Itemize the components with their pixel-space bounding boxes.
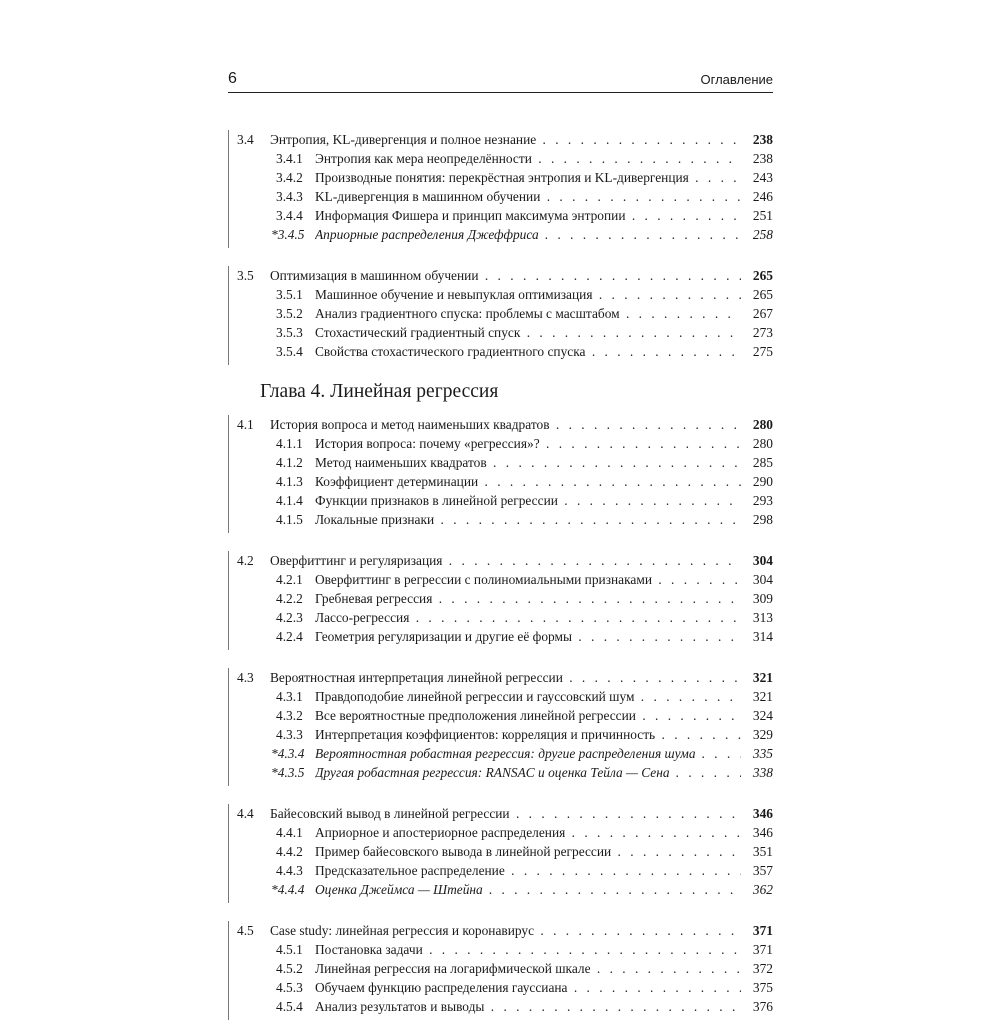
page-ref: 267 bbox=[752, 306, 773, 321]
page-ref: 314 bbox=[752, 629, 773, 644]
toc-subsection-row bbox=[229, 589, 773, 608]
toc-subsection-row bbox=[229, 608, 773, 627]
section-title: Предсказательное распределение . . . bbox=[315, 861, 741, 880]
section-number: 4.5.1 bbox=[276, 942, 303, 957]
section-title: История вопроса и метод наименьших квадратов . . . bbox=[270, 415, 741, 434]
toc-subsection-row bbox=[229, 687, 773, 706]
section-number: 3.5.3 bbox=[276, 325, 303, 340]
page-ref: 280 bbox=[752, 436, 773, 451]
toc-section-row bbox=[229, 921, 773, 940]
section-number: 4.3 bbox=[237, 670, 254, 685]
page-ref: 346 bbox=[752, 825, 773, 840]
section-number: 4.4.3 bbox=[276, 863, 303, 878]
toc-section-block bbox=[228, 130, 773, 248]
toc-chapter-4-sections bbox=[228, 415, 773, 1020]
toc-section-row bbox=[229, 130, 773, 149]
section-title: Производные понятия: перекрёстная энтропия и KL-дивергенция . . . bbox=[315, 168, 741, 187]
toc-subsection-row bbox=[229, 434, 773, 453]
toc-section-row bbox=[229, 668, 773, 687]
section-number: 4.2.2 bbox=[276, 591, 303, 606]
section-number: 4.5 bbox=[237, 923, 254, 938]
page-ref: 304 bbox=[752, 572, 773, 587]
section-title: Свойства стохастического градиентного спуска . . . bbox=[315, 342, 741, 361]
section-title: Априорные распределения Джеффриса . . . bbox=[315, 225, 741, 244]
section-number: 4.1.3 bbox=[276, 474, 303, 489]
page-ref: 362 bbox=[752, 882, 773, 897]
section-number: *4.3.4 bbox=[271, 746, 305, 761]
section-number: 4.5.4 bbox=[276, 999, 303, 1014]
toc-section-block bbox=[228, 921, 773, 1020]
section-number: 4.1 bbox=[237, 417, 254, 432]
toc-subsection-row bbox=[229, 304, 773, 323]
toc-chapter-3-sections bbox=[228, 130, 773, 365]
section-number: 4.2.4 bbox=[276, 629, 303, 644]
toc-subsection-row bbox=[229, 725, 773, 744]
section-number: *3.4.5 bbox=[271, 227, 305, 242]
page-ref: 298 bbox=[752, 512, 773, 527]
page-ref: 371 bbox=[752, 923, 773, 938]
section-title: Оверфиттинг и регуляризация . . . bbox=[270, 551, 741, 570]
running-header-title: Оглавление bbox=[700, 72, 773, 87]
page-ref: 338 bbox=[752, 765, 773, 780]
page-ref: 243 bbox=[752, 170, 773, 185]
section-title: Case study: линейная регрессия и коронавирус . . . bbox=[270, 921, 741, 940]
page-ref: 321 bbox=[752, 689, 773, 704]
toc-subsection-row bbox=[229, 744, 773, 763]
toc-subsection-row bbox=[229, 706, 773, 725]
toc-subsection-row bbox=[229, 842, 773, 861]
page-ref: 375 bbox=[752, 980, 773, 995]
toc-subsection-row bbox=[229, 959, 773, 978]
section-number: 4.4.1 bbox=[276, 825, 303, 840]
section-title: Анализ результатов и выводы . . . bbox=[315, 997, 741, 1016]
toc-section-block bbox=[228, 668, 773, 786]
page-ref: 324 bbox=[752, 708, 773, 723]
toc-section-block bbox=[228, 266, 773, 365]
toc-subsection-row bbox=[229, 342, 773, 361]
toc-subsection-row bbox=[229, 285, 773, 304]
section-title: Метод наименьших квадратов . . . bbox=[315, 453, 741, 472]
section-title: Байесовский вывод в линейной регрессии . . . bbox=[270, 804, 741, 823]
toc-subsection-row bbox=[229, 763, 773, 782]
toc-subsection-row bbox=[229, 940, 773, 959]
toc-section-block bbox=[228, 804, 773, 903]
page-ref: 346 bbox=[752, 806, 773, 821]
toc-section-row bbox=[229, 551, 773, 570]
toc-subsection-row bbox=[229, 187, 773, 206]
page-ref: 371 bbox=[752, 942, 773, 957]
page-ref: 321 bbox=[752, 670, 773, 685]
page-ref: 280 bbox=[752, 417, 773, 432]
toc-section-block bbox=[228, 551, 773, 650]
page-ref: 376 bbox=[752, 999, 773, 1014]
section-title: Анализ градиентного спуска: проблемы с масштабом . . . bbox=[315, 304, 741, 323]
section-number: 4.3.1 bbox=[276, 689, 303, 704]
page-number: 6 bbox=[228, 70, 237, 87]
section-number: 3.4.3 bbox=[276, 189, 303, 204]
section-title: Правдоподобие линейной регрессии и гауссовский шум . . . bbox=[315, 687, 741, 706]
section-title: Лассо-регрессия . . . bbox=[315, 608, 741, 627]
section-title: Стохастический градиентный спуск . . . bbox=[315, 323, 741, 342]
section-title: Геометрия регуляризации и другие её формы . . . bbox=[315, 627, 741, 646]
toc-subsection-row bbox=[229, 149, 773, 168]
section-number: 3.5.1 bbox=[276, 287, 303, 302]
chapter-4-title: Глава 4. Линейная регрессия bbox=[260, 381, 499, 402]
page-ref: 304 bbox=[752, 553, 773, 568]
section-title: Функции признаков в линейной регрессии . . . bbox=[315, 491, 741, 510]
toc-section-row bbox=[229, 266, 773, 285]
toc-subsection-row bbox=[229, 323, 773, 342]
page-ref: 313 bbox=[752, 610, 773, 625]
toc-subsection-row bbox=[229, 861, 773, 880]
page-ref: 251 bbox=[752, 208, 773, 223]
page-ref: 290 bbox=[752, 474, 773, 489]
section-number: 3.5.4 bbox=[276, 344, 303, 359]
page-ref: 258 bbox=[752, 227, 773, 242]
section-number: 3.4 bbox=[237, 132, 254, 147]
page-ref: 293 bbox=[752, 493, 773, 508]
section-title: Все вероятностные предположения линейной регрессии . . . bbox=[315, 706, 741, 725]
section-title: Линейная регрессия на логарифмической шкале . . . bbox=[315, 959, 741, 978]
page-ref: 357 bbox=[752, 863, 773, 878]
section-title: История вопроса: почему «регрессия»? . . . bbox=[315, 434, 741, 453]
section-title: Априорное и апостериорное распределения . . . bbox=[315, 823, 741, 842]
section-title: Оптимизация в машинном обучении . . . bbox=[270, 266, 741, 285]
toc-subsection-row bbox=[229, 206, 773, 225]
page-ref: 246 bbox=[752, 189, 773, 204]
section-number: 3.5.2 bbox=[276, 306, 303, 321]
page-ref: 335 bbox=[752, 746, 773, 761]
section-number: 3.5 bbox=[237, 268, 254, 283]
section-title: Пример байесовского вывода в линейной регрессии . . . bbox=[315, 842, 741, 861]
section-number: 3.4.2 bbox=[276, 170, 303, 185]
page-ref: 351 bbox=[752, 844, 773, 859]
section-title: Коэффициент детерминации . . . bbox=[315, 472, 741, 491]
page-ref: 265 bbox=[752, 268, 773, 283]
section-title: Гребневая регрессия . . . bbox=[315, 589, 741, 608]
toc-subsection-row bbox=[229, 453, 773, 472]
section-number: 4.3.2 bbox=[276, 708, 303, 723]
section-number: *4.4.4 bbox=[271, 882, 305, 897]
section-number: 4.5.2 bbox=[276, 961, 303, 976]
page-ref: 372 bbox=[752, 961, 773, 976]
toc-section-block bbox=[228, 415, 773, 533]
section-number: 4.1.1 bbox=[276, 436, 303, 451]
section-title: Оценка Джеймса — Штейна . . . bbox=[315, 880, 741, 899]
section-number: 4.5.3 bbox=[276, 980, 303, 995]
toc-subsection-row bbox=[229, 627, 773, 646]
section-title: Энтропия как мера неопределённости . . . bbox=[315, 149, 741, 168]
section-number: 3.4.1 bbox=[276, 151, 303, 166]
section-number: 4.1.5 bbox=[276, 512, 303, 527]
section-number: 4.1.4 bbox=[276, 493, 303, 508]
toc-subsection-row bbox=[229, 880, 773, 899]
section-title: KL-дивергенция в машинном обучении . . . bbox=[315, 187, 741, 206]
section-number: 4.4 bbox=[237, 806, 254, 821]
page-ref: 273 bbox=[752, 325, 773, 340]
section-title: Интерпретация коэффициентов: корреляция и причинность . . . bbox=[315, 725, 741, 744]
section-title: Локальные признаки . . . bbox=[315, 510, 741, 529]
section-number: 4.2.3 bbox=[276, 610, 303, 625]
section-title: Постановка задачи . . . bbox=[315, 940, 741, 959]
table-of-contents bbox=[228, 130, 773, 1020]
page-ref: 309 bbox=[752, 591, 773, 606]
section-number: 4.2.1 bbox=[276, 572, 303, 587]
page-ref: 265 bbox=[752, 287, 773, 302]
page-ref: 329 bbox=[752, 727, 773, 742]
section-title: Информация Фишера и принцип максимума энтропии . . . bbox=[315, 206, 741, 225]
page-ref: 275 bbox=[752, 344, 773, 359]
page-ref: 285 bbox=[752, 455, 773, 470]
section-title: Другая робастная регрессия: RANSAC и оценка Тейла — Сена . . . bbox=[315, 763, 741, 782]
toc-subsection-row bbox=[229, 225, 773, 244]
toc-subsection-row bbox=[229, 823, 773, 842]
page-ref: 238 bbox=[752, 132, 773, 147]
section-title: Вероятностная робастная регрессия: другие распределения шума . . . bbox=[315, 744, 741, 763]
section-title: Машинное обучение и невыпуклая оптимизация . . . bbox=[315, 285, 741, 304]
toc-section-row bbox=[229, 415, 773, 434]
toc-section-row bbox=[229, 804, 773, 823]
section-title: Обучаем функцию распределения гауссиана . . . bbox=[315, 978, 741, 997]
page-ref: 238 bbox=[752, 151, 773, 166]
toc-subsection-row bbox=[229, 472, 773, 491]
toc-subsection-row bbox=[229, 491, 773, 510]
header-rule bbox=[228, 92, 773, 93]
toc-subsection-row bbox=[229, 510, 773, 529]
section-title: Оверфиттинг в регрессии с полиномиальными признаками . . . bbox=[315, 570, 741, 589]
toc-subsection-row bbox=[229, 168, 773, 187]
section-title: Вероятностная интерпретация линейной регрессии . . . bbox=[270, 668, 741, 687]
running-header bbox=[228, 70, 773, 90]
section-number: *4.3.5 bbox=[271, 765, 305, 780]
section-number: 3.4.4 bbox=[276, 208, 303, 223]
toc-subsection-row bbox=[229, 570, 773, 589]
toc-subsection-row bbox=[229, 978, 773, 997]
section-number: 4.4.2 bbox=[276, 844, 303, 859]
section-number: 4.3.3 bbox=[276, 727, 303, 742]
section-number: 4.2 bbox=[237, 553, 254, 568]
section-number: 4.1.2 bbox=[276, 455, 303, 470]
section-title: Энтропия, KL-дивергенция и полное незнание . . . bbox=[270, 130, 741, 149]
